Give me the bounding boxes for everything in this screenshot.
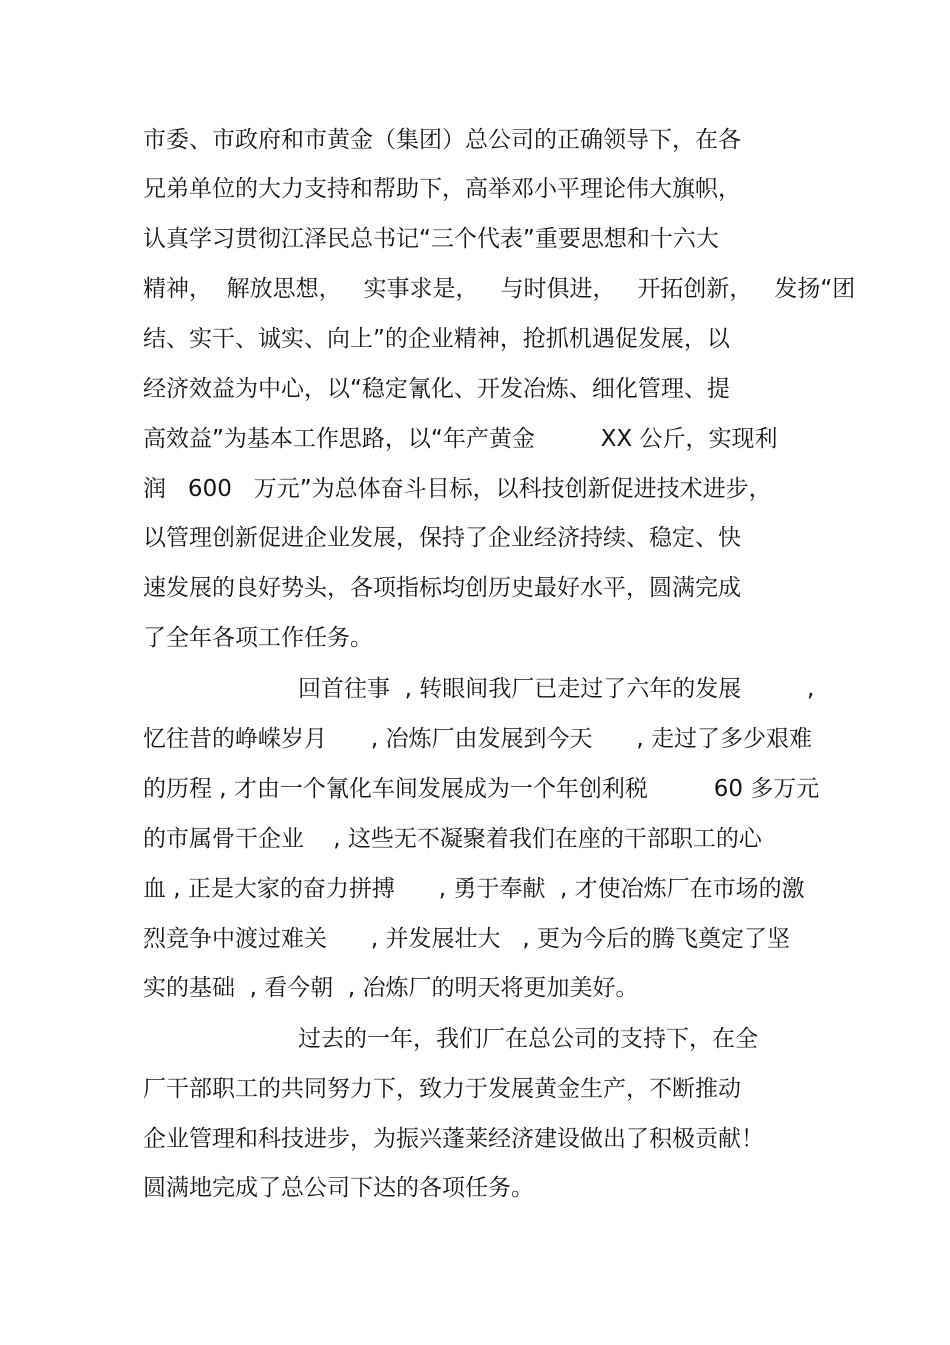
paragraph-1-line-8: 润 600 万元”为总体奋斗目标，以科技创新促进技术进步， (143, 476, 772, 502)
paragraph-3-line-4: 圆满地完成了总公司下达的各项任务。 (143, 1175, 534, 1201)
paragraph-2-line-6: 烈竞争中渡过难关 , 并发展壮大 , 更为今后的腾飞奠定了坚 (143, 926, 791, 952)
paragraph-1-line-3: 认真学习贯彻江泽民总书记“三个代表”重要思想和十六大 (143, 226, 719, 252)
paragraph-2-line-3: 的历程 , 才由一个氰化车间发展成为一个年创利税 60 多万元 (143, 776, 820, 802)
paragraph-1-line-11: 了全年各项工作任务。 (143, 625, 373, 651)
paragraph-3-line-2: 厂干部职工的共同努力下，致力于发展黄金生产，不断推动 (143, 1076, 741, 1102)
paragraph-2-line-4: 的市属骨干企业 , 这些无不凝聚着我们在座的干部职工的心 (143, 826, 762, 852)
paragraph-3-line-1: 过去的一年，我们厂在总公司的支持下，在全 (298, 1026, 758, 1052)
paragraph-2-line-5: 血 , 正是大家的奋力拼搏 , 勇于奉献 , 才使冶炼厂在市场的激 (143, 876, 805, 902)
paragraph-2-line-7: 实的基础 , 看今朝 , 冶炼厂的明天将更加美好。 (143, 975, 639, 1001)
paragraph-1-line-5: 结、实干、诚实、向上”的企业精神，抢抓机遇促发展，以 (143, 326, 730, 352)
paragraph-2-line-2: 忆往昔的峥嵘岁月 , 冶炼厂由发展到今天 , 走过了多少艰难 (143, 726, 812, 752)
paragraph-1-line-4: 精神， 解放思想， 实事求是， 与时俱进， 开拓创新， 发扬“团 (143, 276, 856, 302)
paragraph-3-line-3: 企业管理和科技进步，为振兴蓬莱经济建设做出了积极贡献！ (143, 1126, 764, 1152)
paragraph-1-line-9: 以管理创新促进企业发展，保持了企业经济持续、稳定、快 (143, 525, 741, 551)
paragraph-2-line-1: 回首往事 , 转眼间我厂已走过了六年的发展 , (298, 676, 815, 702)
paragraph-1-line-10: 速发展的良好势头，各项指标均创历史最好水平，圆满完成 (143, 575, 741, 601)
paragraph-1-line-6: 经济效益为中心，以“稳定氰化、开发冶炼、细化管理、提 (143, 376, 730, 402)
paragraph-1-line-7: 高效益”为基本工作思路，以“年产黄金 XX 公斤，实现利 (143, 426, 778, 452)
paragraph-1-line-1: 市委、市政府和市黄金（集团）总公司的正确领导下，在各 (143, 127, 741, 153)
paragraph-1-line-2: 兄弟单位的大力支持和帮助下，高举邓小平理论伟大旗帜， (143, 176, 741, 202)
